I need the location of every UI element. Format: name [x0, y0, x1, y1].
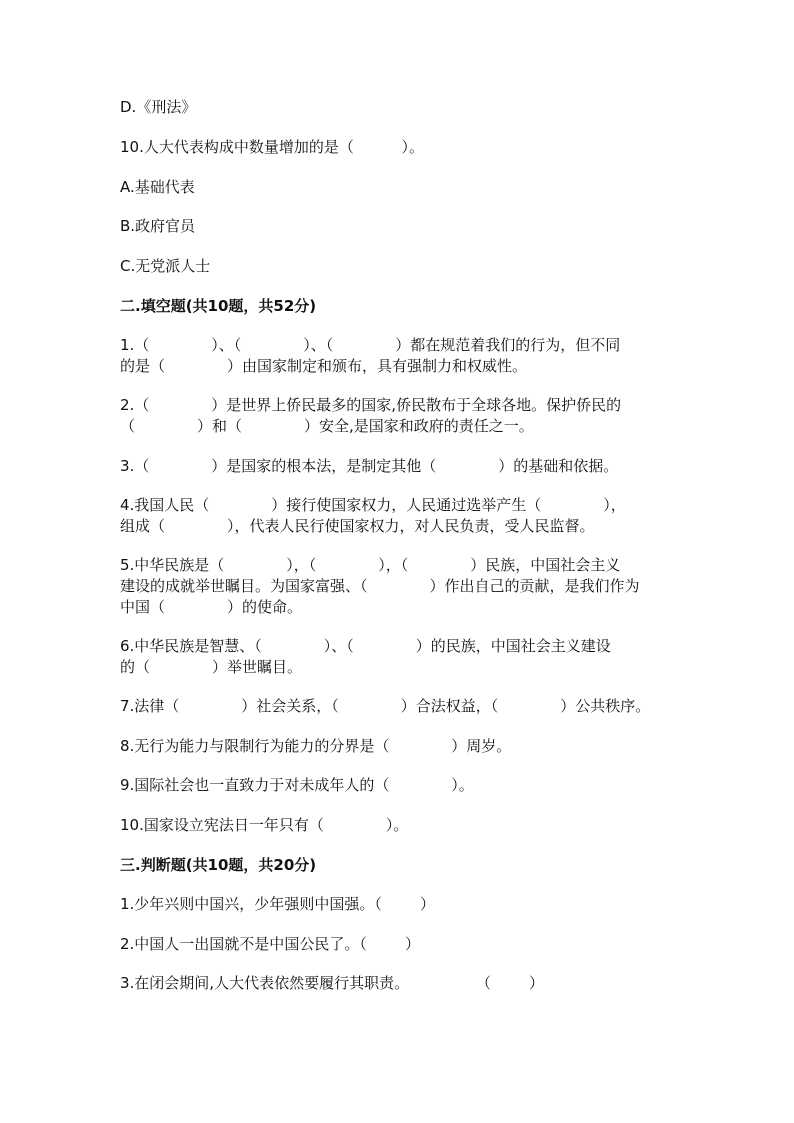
fill-section-heading: 二.填空题(共10题，共52分): [120, 297, 317, 315]
fill-item-2-line-1: 2.（ ）是世界上侨民最多的国家,侨民散布于全球各地。保护侨民的: [120, 396, 622, 414]
fill-item-1-line-2: 的是（ ）由国家制定和颁布，具有强制力和权威性。: [120, 357, 527, 375]
q10-stem: 10.人大代表构成中数量增加的是（ ）。: [120, 138, 425, 156]
fill-item-8-line-1: 8.无行为能力与限制行为能力的分界是（ ）周岁。: [120, 737, 512, 755]
fill-item-3-line-1: 3.（ ）是国家的根本法，是制定其他（ ）的基础和依据。: [120, 457, 619, 475]
fill-item-7-line-1: 7.法律（ ）社会关系，（ ）合法权益，（ ）公共秩序。: [120, 697, 651, 715]
fill-item-6-line-2: 的（ ）举世瞩目。: [120, 658, 302, 676]
fill-item-4-line-2: 组成（ ），代表人民行使国家权力，对人民负责，受人民监督。: [120, 517, 595, 535]
q9-option-d: D.《刑法》: [120, 98, 197, 116]
q10-option-c: C.无党派人士: [120, 257, 211, 275]
fill-item-2-line-2: （ ）和（ ）安全,是国家和政府的责任之一。: [120, 417, 534, 435]
fill-item-5-line-1: 5.中华民族是（ ），（ ），（ ）民族，中国社会主义: [120, 556, 621, 574]
judge-item-2: 2.中国人一出国就不是中国公民了。（ ）: [120, 935, 420, 953]
judge-item-3: 3.在闭会期间,人大代表依然要履行其职责。 （ ）: [120, 974, 544, 992]
q10-option-a: A.基础代表: [120, 178, 195, 196]
fill-item-5-line-2: 建设的成就举世瞩目。为国家富强、（ ）作出自己的贡献，是我们作为: [120, 577, 640, 595]
fill-item-4-line-1: 4.我国人民（ ）接行使国家权力，人民通过选举产生（ ），: [120, 496, 626, 514]
judge-item-1: 1.少年兴则中国兴，少年强则中国强。（ ）: [120, 895, 435, 913]
fill-item-10-line-1: 10.国家设立宪法日一年只有（ ）。: [120, 816, 409, 834]
fill-item-6-line-1: 6.中华民族是智慧、（ ）、（ ）的民族，中国社会主义建设: [120, 637, 611, 655]
fill-item-1-line-1: 1.（ ）、（ ）、（ ）都在规范着我们的行为，但不同: [120, 336, 621, 354]
fill-item-9-line-1: 9.国际社会也一直致力于对未成年人的（ ）。: [120, 776, 474, 794]
fill-item-5-line-3: 中国（ ）的使命。: [120, 598, 302, 616]
judge-section-heading: 三.判断题(共10题，共20分): [120, 856, 317, 874]
q10-option-b: B.政府官员: [120, 217, 196, 235]
